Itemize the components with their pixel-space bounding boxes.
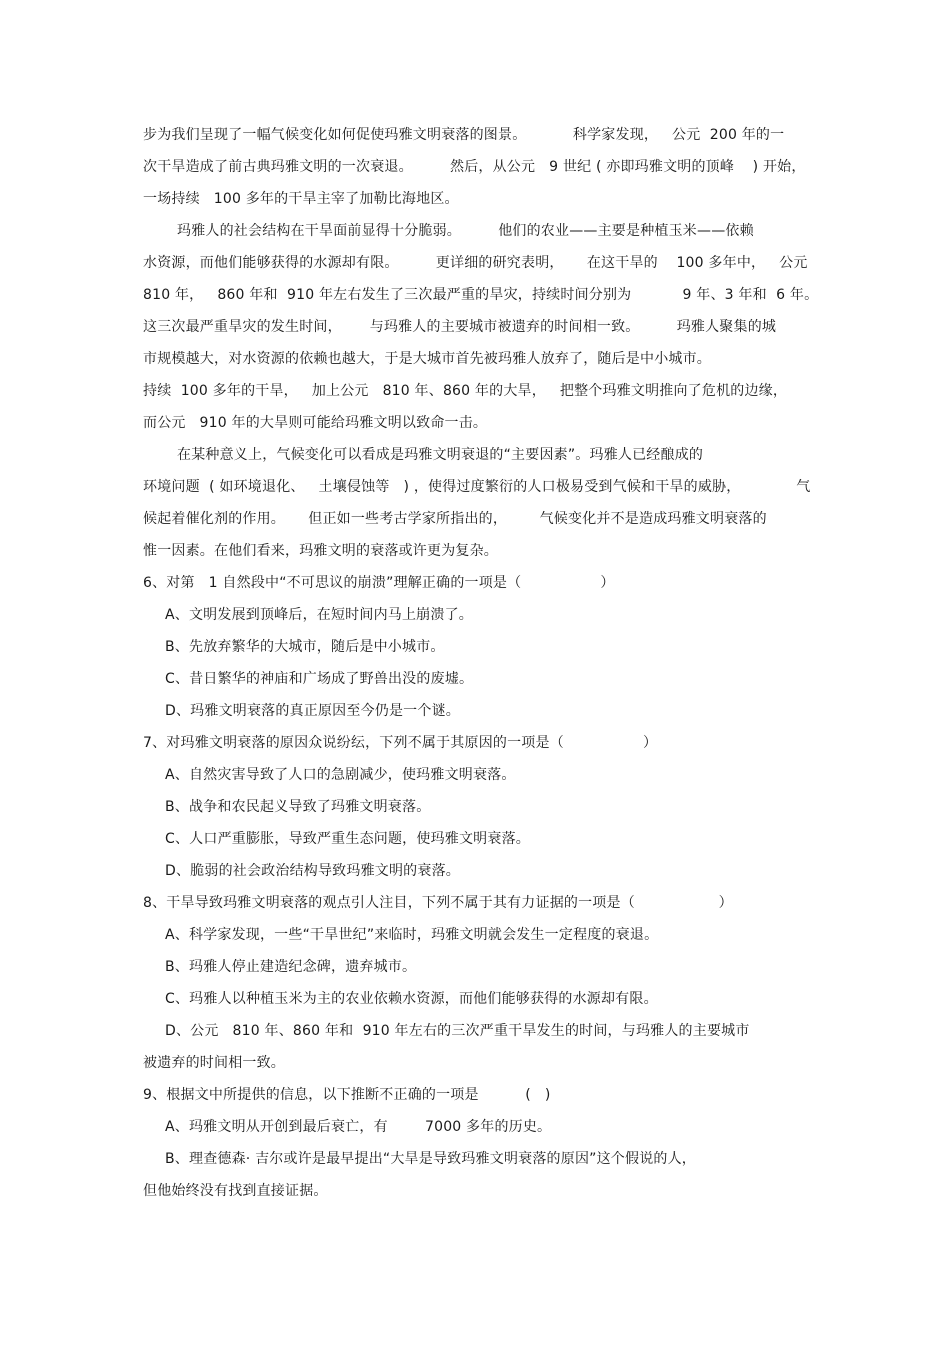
passage-line: 玛雅人的社会结构在干旱面前显得十分脆弱。 他们的农业——主要是种植玉米——依赖 <box>177 223 754 239</box>
question-8-option-a: A、科学家发现，一些“干旱世纪”来临时，玛雅文明就会发生一定程度的衰退。 <box>165 927 659 943</box>
question-9-option-b: B、理查德森· 吉尔或许是最早提出“大旱是导致玛雅文明衰落的原因”这个假说的人， <box>165 1151 697 1167</box>
question-8-stem: 8、干旱导致玛雅文明衰落的观点引人注目，下列不属于其有力证据的一项是（ ） <box>143 895 733 911</box>
question-6-option-c: C、昔日繁华的神庙和广场成了野兽出没的废墟。 <box>165 671 474 687</box>
question-6-option-d: D、玛雅文明衰落的真正原因至今仍是一个谜。 <box>165 703 460 719</box>
question-9-stem: 9、根据文中所提供的信息，以下推断不正确的一项是 ( ) <box>143 1087 551 1103</box>
question-6-stem: 6、对第 1 自然段中“不可思议的崩溃”理解正确的一项是（ ） <box>143 575 615 591</box>
question-9-option-a: A、玛雅文明从开创到最后衰亡，有 7000 多年的历史。 <box>165 1119 552 1135</box>
passage-line: 候起着催化剂的作用。 但正如一些考古学家所指出的， 气候变化并不是造成玛雅文明衰落的 <box>143 511 767 527</box>
passage-line: 810 年， 860 年和 910 年左右发生了三次最严重的旱灾，持续时间分别为 9 年、3 年和 6 年。 <box>143 287 819 303</box>
passage-line: 在某种意义上，气候变化可以看成是玛雅文明衰退的“主要因素”。玛雅人已经酿成的 <box>177 447 704 463</box>
passage-line: 次干旱造成了前古典玛雅文明的一次衰退。 然后，从公元 9 世纪 ( 亦即玛雅文明的顶峰 ) 开始， <box>143 159 806 175</box>
question-8-option-b: B、玛雅人停止建造纪念碑，遗弃城市。 <box>165 959 417 975</box>
question-7-option-a: A、自然灾害导致了人口的急剧减少，使玛雅文明衰落。 <box>165 767 516 783</box>
question-7-option-c: C、人口严重膨胀，导致严重生态问题，使玛雅文明衰落。 <box>165 831 530 847</box>
passage-line: 这三次最严重旱灾的发生时间， 与玛雅人的主要城市被遗弃的时间相一致。 玛雅人聚集的城 <box>143 319 777 335</box>
passage-line: 水资源，而他们能够获得的水源却有限。 更详细的研究表明， 在这干旱的 100 多年中， 公元 <box>143 255 808 271</box>
question-7-option-b: B、战争和农民起义导致了玛雅文明衰落。 <box>165 799 431 815</box>
question-6-option-b: B、先放弃繁华的大城市，随后是中小城市。 <box>165 639 445 655</box>
passage-line: 步为我们呈现了一幅气候变化如何促使玛雅文明衰落的图景。 科学家发现， 公元 200 年的一 <box>143 127 785 143</box>
question-7-option-d: D、脆弱的社会政治结构导致玛雅文明的衰落。 <box>165 863 460 879</box>
passage-line: 惟一因素。在他们看来，玛雅文明的衰落或许更为复杂。 <box>143 543 498 559</box>
question-8-option-c: C、玛雅人以种植玉米为主的农业依赖水资源，而他们能够获得的水源却有限。 <box>165 991 658 1007</box>
passage-line: 一场持续 100 多年的干旱主宰了加勒比海地区。 <box>143 191 459 207</box>
passage-line: 而公元 910 年的大旱则可能给玛雅文明以致命一击。 <box>143 415 488 431</box>
question-6-option-a: A、文明发展到顶峰后，在短时间内马上崩溃了。 <box>165 607 473 623</box>
question-7-stem: 7、对玛雅文明衰落的原因众说纷纭，下列不属于其原因的一项是（ ） <box>143 735 658 751</box>
question-9-option-b-continued: 但他始终没有找到直接证据。 <box>143 1183 328 1199</box>
passage-line: 市规模越大，对水资源的依赖也越大，于是大城市首先被玛雅人放弃了，随后是中小城市。 <box>143 351 711 367</box>
passage-line: 环境问题 ( 如环境退化、 土壤侵蚀等 ) ，使得过度繁衍的人口极易受到气候和干旱的威胁， 气 <box>143 479 811 495</box>
question-8-option-d-continued: 被遗弃的时间相一致。 <box>143 1055 285 1071</box>
passage-line: 持续 100 多年的干旱， 加上公元 810 年、860 年的大旱， 把整个玛雅文明推向了危机的边缘， <box>143 383 788 399</box>
question-8-option-d: D、公元 810 年、860 年和 910 年左右的三次严重干旱发生的时间，与玛雅人的主要城市 <box>165 1023 750 1039</box>
